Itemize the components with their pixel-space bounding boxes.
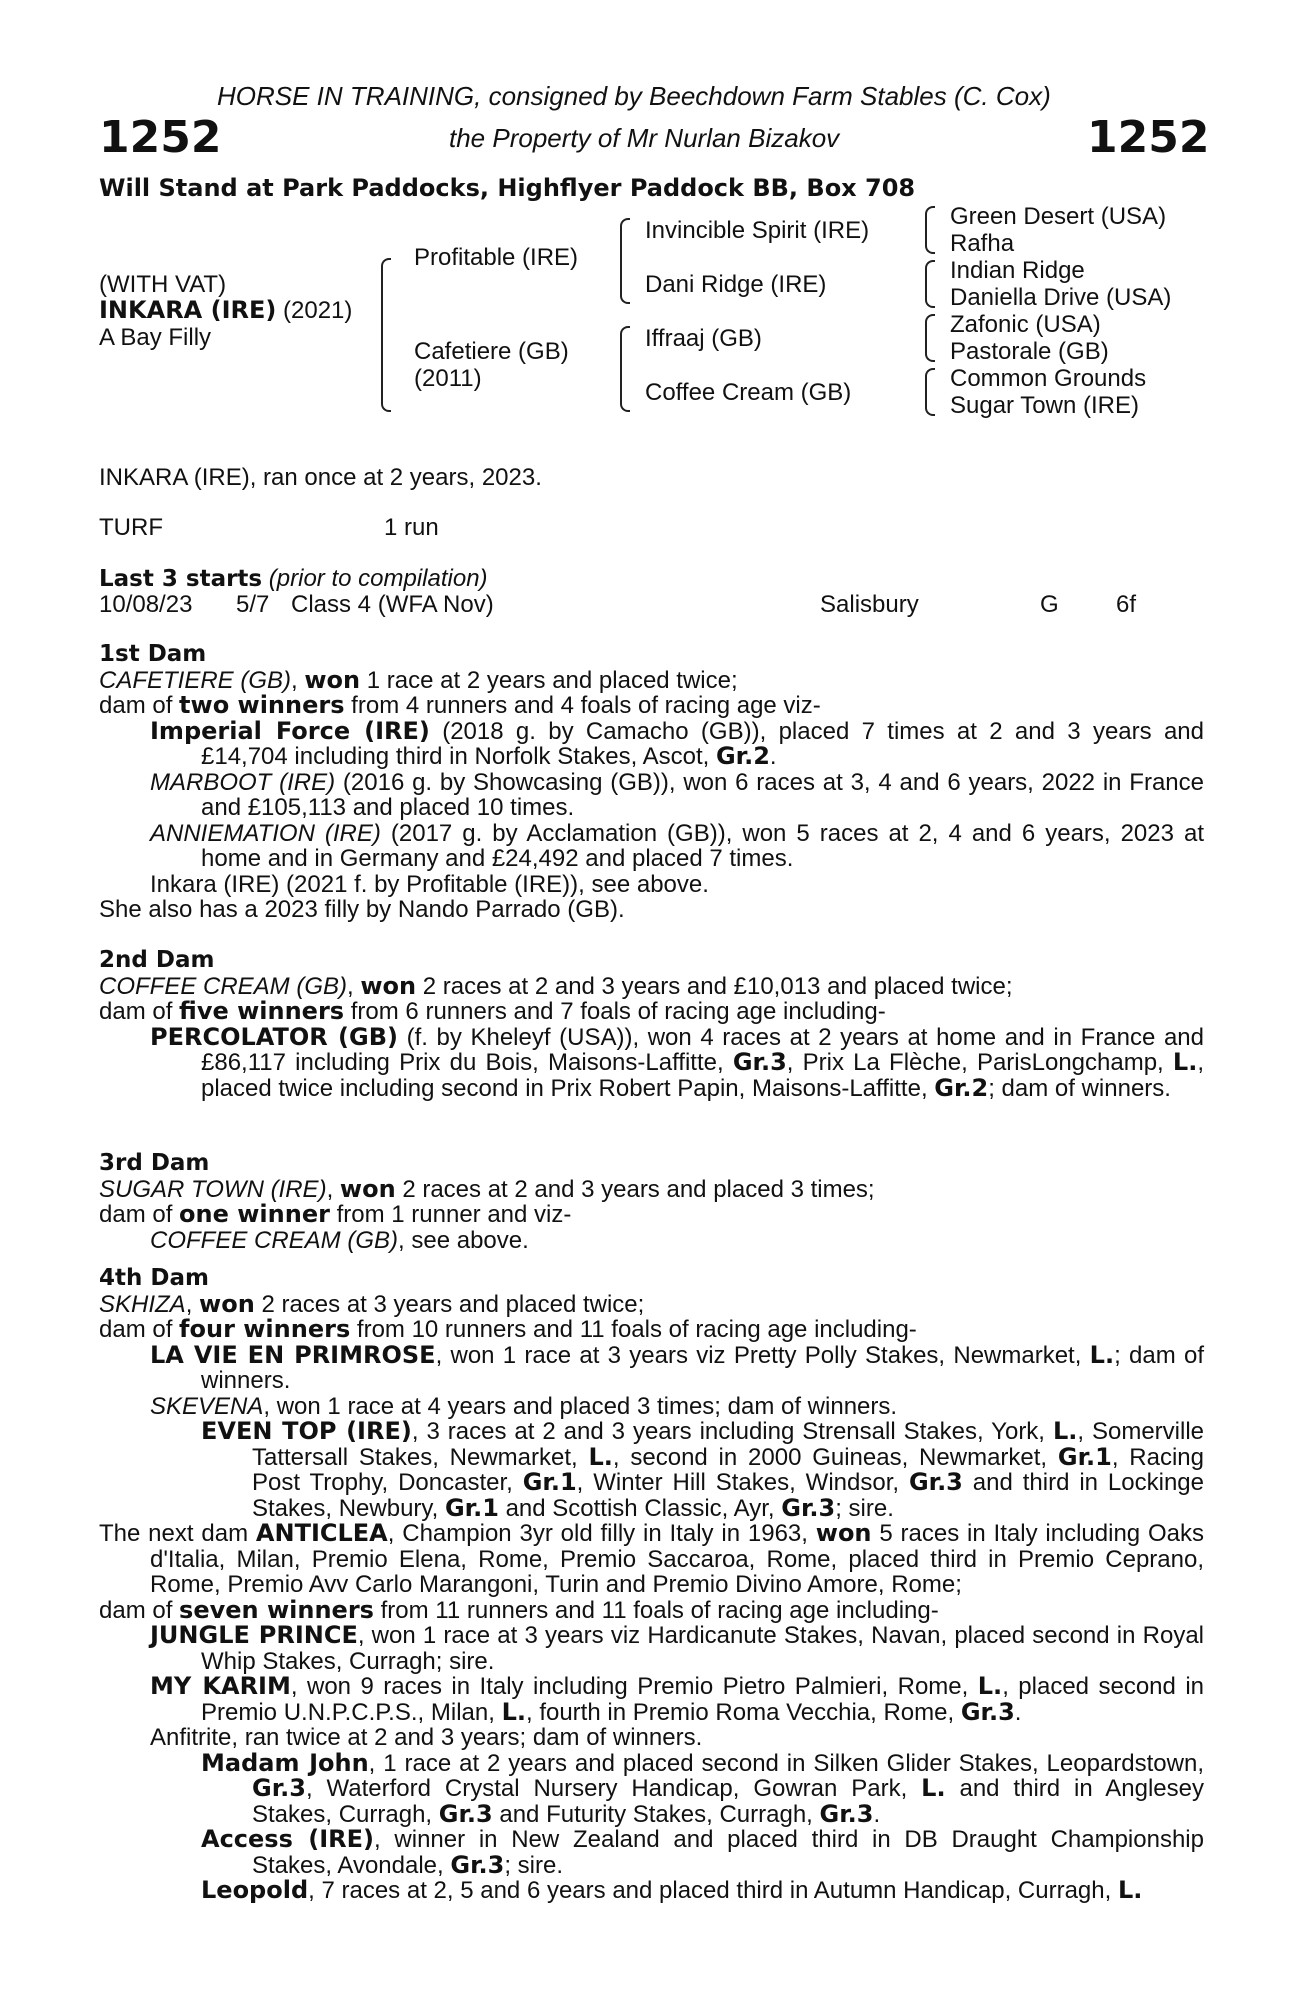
grade: Gr.1 bbox=[444, 1493, 499, 1522]
pedigree-dam-sire: Iffraaj (GB) bbox=[645, 325, 762, 352]
start-going: G bbox=[1040, 591, 1059, 618]
third-dam-section bbox=[99, 1151, 1204, 1253]
produce-entry bbox=[99, 1394, 1204, 1420]
third-dam-title: 3rd Dam bbox=[99, 1150, 210, 1176]
produce-note: She also has a 2023 filly by Nando Parrado (GB). bbox=[99, 896, 625, 923]
second-dam-line2 bbox=[99, 999, 1204, 1025]
text: , second in 2000 Guineas, Newmarket, bbox=[612, 1443, 1058, 1471]
first-dam-line1 bbox=[99, 665, 1204, 694]
won-label: won bbox=[360, 971, 417, 1000]
produce-name: LA VIE EN PRIMROSE bbox=[150, 1340, 436, 1369]
produce-entry bbox=[99, 1228, 1204, 1254]
pedigree-gen3-4: Daniella Drive (USA) bbox=[950, 284, 1172, 311]
text: , 1 race at 2 years and placed second in Silken Glider Stakes, Leopardstown, bbox=[368, 1749, 1205, 1777]
produce-entry bbox=[99, 716, 1204, 770]
text: , Champion 3yr old filly in Italy in 1963, bbox=[387, 1520, 816, 1547]
pedigree-brace-dd bbox=[925, 368, 935, 416]
horse-name-line bbox=[99, 298, 352, 324]
produce-name: PERCOLATOR (GB) bbox=[150, 1022, 398, 1051]
text: , see above. bbox=[398, 1226, 529, 1254]
start-course: Salisbury bbox=[820, 591, 919, 618]
produce-entry-sub bbox=[99, 1748, 1205, 1828]
text: , 7 races at 2, 5 and 6 years and placed third in Autumn Handicap, Curragh, bbox=[308, 1877, 1118, 1904]
last-starts-title: Last 3 starts bbox=[99, 566, 263, 592]
second-dam-name: COFFEE CREAM (GB) bbox=[99, 972, 348, 1000]
second-dam-title: 2nd Dam bbox=[99, 947, 215, 973]
text: ; dam of winners. bbox=[201, 1341, 1204, 1394]
surface-label: TURF bbox=[99, 514, 163, 541]
grade: L. bbox=[588, 1442, 613, 1471]
lot-number-left: 1252 bbox=[99, 112, 222, 163]
text: , won 1 race at 3 years viz Pretty Polly Stakes, Newmarket, bbox=[435, 1341, 1090, 1369]
produce-entry-sub bbox=[99, 1419, 1204, 1521]
produce-name: COFFEE CREAM (GB) bbox=[150, 1226, 399, 1254]
text: , won 9 races in Italy including Premio Pietro Palmieri, Rome, bbox=[290, 1673, 978, 1700]
consignor-line: HORSE IN TRAINING, consigned by Beechdown Farm Stables (C. Cox) bbox=[217, 81, 1051, 111]
grade: Gr.2 bbox=[715, 742, 770, 770]
pedigree-sire-sire: Invincible Spirit (IRE) bbox=[645, 217, 870, 244]
third-dam-line2 bbox=[99, 1202, 1204, 1228]
third-dam-name: SUGAR TOWN (IRE) bbox=[99, 1175, 327, 1203]
fourth-dam-section bbox=[99, 1266, 1204, 1521]
text: , placed second in Premio U.N.P.C.P.S., Milan, bbox=[201, 1673, 1205, 1726]
horse-name: INKARA (IRE) bbox=[99, 296, 277, 324]
start-distance: 6f bbox=[1116, 591, 1137, 618]
produce-name: JUNGLE PRINCE bbox=[150, 1621, 358, 1649]
pedigree-gen3-5: Zafonic (USA) bbox=[950, 311, 1101, 338]
grade: Gr.3 bbox=[781, 1493, 836, 1522]
produce-name: Imperial Force (IRE) bbox=[150, 716, 430, 745]
stand-location: Will Stand at Park Paddocks, Highflyer Paddock BB, Box 708 bbox=[99, 174, 916, 202]
pedigree-sire: Profitable (IRE) bbox=[414, 244, 579, 271]
produce-name: EVEN TOP (IRE) bbox=[201, 1417, 412, 1445]
pedigree-brace-dam bbox=[620, 326, 630, 412]
grade: L. bbox=[1052, 1417, 1078, 1445]
grade: L. bbox=[1172, 1048, 1198, 1076]
text: (2017 g. by Acclamation (GB)), won 5 races at 2, 4 and 6 years, 2023 at home and in Germany and £24,492 and placed 7 times. bbox=[201, 819, 1204, 872]
first-dam-section bbox=[99, 642, 1204, 923]
text: dam of bbox=[99, 1316, 180, 1343]
produce-entry-sub bbox=[99, 1827, 1204, 1878]
text: 1 race at 2 years and placed twice; bbox=[360, 666, 738, 694]
pedigree-gen3-1: Green Desert (USA) bbox=[950, 203, 1167, 230]
pedigree-gen3-7: Common Grounds bbox=[950, 365, 1147, 392]
produce-entry bbox=[99, 1340, 1204, 1394]
surface-runs: 1 run bbox=[384, 514, 439, 541]
grade: Gr.1 bbox=[522, 1468, 577, 1496]
text: , bbox=[347, 972, 361, 1000]
next-dam-line2 bbox=[99, 1595, 1204, 1624]
start-race: Class 4 (WFA Nov) bbox=[291, 591, 494, 618]
text: ; sire. bbox=[835, 1494, 894, 1522]
pedigree-sire-dam: Dani Ridge (IRE) bbox=[645, 271, 827, 298]
next-dam-name: ANTICLEA bbox=[255, 1519, 388, 1547]
produce-entry bbox=[99, 1623, 1204, 1674]
pedigree-dam-year: (2011) bbox=[414, 365, 482, 392]
text: . bbox=[873, 1800, 881, 1828]
first-dam-name: CAFETIERE (GB) bbox=[99, 666, 292, 694]
text: , Waterford Crystal Nursery Handicap, Gowran Park, bbox=[305, 1775, 922, 1802]
text: . bbox=[769, 743, 777, 770]
text: from 1 runner and viz- bbox=[329, 1201, 572, 1228]
last-starts-note: (prior to compilation) bbox=[262, 565, 488, 592]
winners-count: seven winners bbox=[179, 1595, 374, 1624]
text: , won 1 race at 4 years and placed 3 times; dam of winners. bbox=[263, 1392, 898, 1420]
won-label: won bbox=[304, 665, 361, 694]
text: , fourth in Premio Roma Vecchia, Rome, bbox=[525, 1698, 961, 1726]
text: from 4 runners and 4 foals of racing age viz- bbox=[344, 692, 821, 719]
text: , Somerville Tattersall Stakes, Newmarket, bbox=[252, 1418, 1205, 1471]
text: , 3 races at 2 and 3 years including Strensall Stakes, York, bbox=[411, 1418, 1053, 1445]
grade: Gr.3 bbox=[819, 1799, 874, 1828]
fourth-dam-line1 bbox=[99, 1289, 1204, 1318]
text: , placed twice including second in Prix Robert Papin, Maisons-Laffitte, bbox=[201, 1049, 1204, 1102]
text: dam of bbox=[99, 692, 180, 719]
pedigree-brace-sire bbox=[620, 218, 630, 304]
pedigree-dam-dam: Coffee Cream (GB) bbox=[645, 379, 852, 406]
fourth-dam-name: SKHIZA bbox=[99, 1290, 186, 1318]
grade: L. bbox=[921, 1774, 946, 1802]
text: , Racing Post Trophy, Doncaster, bbox=[252, 1443, 1204, 1496]
start-date: 10/08/23 bbox=[99, 591, 193, 618]
second-dam-section bbox=[99, 948, 1204, 1101]
produce-name: Access (IRE) bbox=[201, 1825, 375, 1853]
next-dam-line1 bbox=[99, 1521, 1204, 1598]
grade: L. bbox=[1117, 1876, 1143, 1904]
winners-count: one winner bbox=[179, 1200, 330, 1228]
won-label: won bbox=[339, 1174, 396, 1203]
text: , winner in New Zealand and placed third in DB Draught Championship Stakes, Avondale, bbox=[252, 1826, 1204, 1879]
fourth-dam-line2 bbox=[99, 1317, 1204, 1343]
text: and third in Lockinge Stakes, Newbury, bbox=[252, 1469, 1205, 1522]
produce-name: MARBOOT (IRE) bbox=[150, 768, 336, 796]
won-label: won bbox=[199, 1289, 255, 1318]
won-label: won bbox=[815, 1519, 872, 1547]
grade: Gr.3 bbox=[960, 1697, 1015, 1726]
last-starts-heading bbox=[99, 566, 488, 593]
pedigree-gen3-2: Rafha bbox=[950, 230, 1015, 257]
grade: Gr.3 bbox=[252, 1774, 306, 1802]
grade: L. bbox=[1089, 1340, 1115, 1369]
winners-count: two winners bbox=[179, 691, 345, 719]
produce-entry bbox=[99, 1022, 1204, 1102]
produce-entry-sub bbox=[99, 1878, 1204, 1904]
text: from 6 runners and 7 foals of racing age including- bbox=[344, 998, 886, 1025]
second-dam-line1 bbox=[99, 971, 1204, 1000]
pedigree-gen3-6: Pastorale (GB) bbox=[950, 338, 1109, 365]
text: (2018 g. by Camacho (GB)), placed 7 times at 2 and 3 years and £14,704 including third in Norfolk Stakes, Ascot, bbox=[201, 717, 1204, 770]
text: , Winter Hill Stakes, Windsor, bbox=[576, 1469, 909, 1496]
text: ; sire. bbox=[504, 1851, 563, 1879]
produce-name: SKEVENA bbox=[150, 1392, 264, 1420]
pedigree-brace-ss bbox=[925, 206, 935, 254]
first-dam-title: 1st Dam bbox=[99, 641, 207, 667]
grade: Gr.1 bbox=[1057, 1442, 1112, 1471]
text: dam of bbox=[99, 1201, 180, 1228]
text: , bbox=[326, 1175, 340, 1203]
pedigree-gen3-8: Sugar Town (IRE) bbox=[950, 392, 1139, 419]
text: and Scottish Classic, Ayr, bbox=[498, 1494, 782, 1522]
produce-name: ANNIEMATION (IRE) bbox=[150, 819, 381, 847]
text: 2 races at 2 and 3 years and placed 3 times; bbox=[395, 1175, 875, 1203]
text: The next dam bbox=[99, 1520, 256, 1547]
text: 2 races at 3 years and placed twice; bbox=[254, 1290, 645, 1318]
produce-name: MY KARIM bbox=[150, 1672, 291, 1700]
start-position: 5/7 bbox=[236, 591, 270, 618]
fourth-dam-title: 4th Dam bbox=[99, 1265, 209, 1291]
produce-entry bbox=[99, 1674, 1204, 1725]
text: , bbox=[185, 1290, 200, 1318]
text: ; dam of winners. bbox=[988, 1074, 1171, 1102]
pedigree-brace-ds bbox=[925, 314, 935, 362]
lot-number-right: 1252 bbox=[1087, 112, 1210, 163]
grade: Gr.3 bbox=[438, 1799, 493, 1828]
produce-entry: Anfitrite, ran twice at 2 and 3 years; dam of winners. bbox=[150, 1724, 703, 1751]
horse-description: A Bay Filly bbox=[99, 324, 212, 351]
property-line: the Property of Mr Nurlan Bizakov bbox=[449, 123, 840, 153]
grade: Gr.3 bbox=[450, 1850, 505, 1879]
text: , bbox=[291, 666, 305, 694]
produce-name: Leopold bbox=[201, 1876, 309, 1904]
grade: L. bbox=[501, 1697, 526, 1726]
third-dam-line1 bbox=[99, 1174, 1204, 1203]
horse-year: (2021) bbox=[276, 297, 353, 324]
text: from 10 runners and 11 foals of racing age including- bbox=[350, 1316, 917, 1343]
text: , Prix La Flèche, ParisLongchamp, bbox=[786, 1049, 1173, 1076]
first-dam-line2 bbox=[99, 693, 1204, 719]
next-dam-section bbox=[99, 1521, 1204, 1904]
text: (2016 g. by Showcasing (GB)), won 6 races at 3, 4 and 6 years, 2022 in France and £105,113 and placed 10 times. bbox=[201, 768, 1204, 821]
produce-name: Madam John bbox=[201, 1748, 369, 1777]
text: 5 races in Italy including Oaks d'Italia, Milan, Premio Elena, Rome, Premio Saccaroa, Rome, placed third in Premio Ceprano, Rome, Premio Avv Carlo Marangoni, Turin and Premio Divino Amore, Rome; bbox=[150, 1520, 1204, 1598]
text: , won 1 race at 3 years viz Hardicanute Stakes, Navan, placed second in Royal Whip Stakes, Curragh; sire. bbox=[201, 1622, 1204, 1675]
produce-entry: Inkara (IRE) (2021 f. by Profitable (IRE)), see above. bbox=[150, 870, 709, 898]
pedigree-brace-parents bbox=[381, 258, 391, 412]
text: (f. by Kheleyf (USA)), won 4 races at 2 years at home and in France and £86,117 including Prix du Bois, Maisons-Laffitte, bbox=[201, 1023, 1204, 1076]
produce-entry bbox=[99, 821, 1204, 872]
text: and third in Anglesey Stakes, Curragh, bbox=[252, 1775, 1204, 1828]
winners-count: five winners bbox=[179, 997, 345, 1025]
text: 2 races at 2 and 3 years and £10,013 and placed twice; bbox=[416, 972, 1013, 1000]
grade: Gr.3 bbox=[732, 1048, 787, 1076]
grade: Gr.3 bbox=[908, 1468, 963, 1496]
text: and Futurity Stakes, Curragh, bbox=[492, 1800, 820, 1828]
text: dam of bbox=[99, 1596, 180, 1624]
text: dam of bbox=[99, 998, 180, 1025]
race-summary: INKARA (IRE), ran once at 2 years, 2023. bbox=[99, 464, 542, 491]
vat-note: (WITH VAT) bbox=[99, 271, 227, 298]
text: from 11 runners and 11 foals of racing age including- bbox=[373, 1596, 939, 1624]
grade: Gr.2 bbox=[934, 1073, 989, 1102]
winners-count: four winners bbox=[179, 1315, 351, 1343]
pedigree-dam: Cafetiere (GB) bbox=[414, 338, 569, 365]
produce-entry bbox=[99, 770, 1204, 821]
text: . bbox=[1014, 1698, 1022, 1726]
pedigree-brace-sd bbox=[925, 260, 935, 308]
pedigree-gen3-3: Indian Ridge bbox=[950, 257, 1085, 284]
grade: L. bbox=[977, 1672, 1003, 1700]
